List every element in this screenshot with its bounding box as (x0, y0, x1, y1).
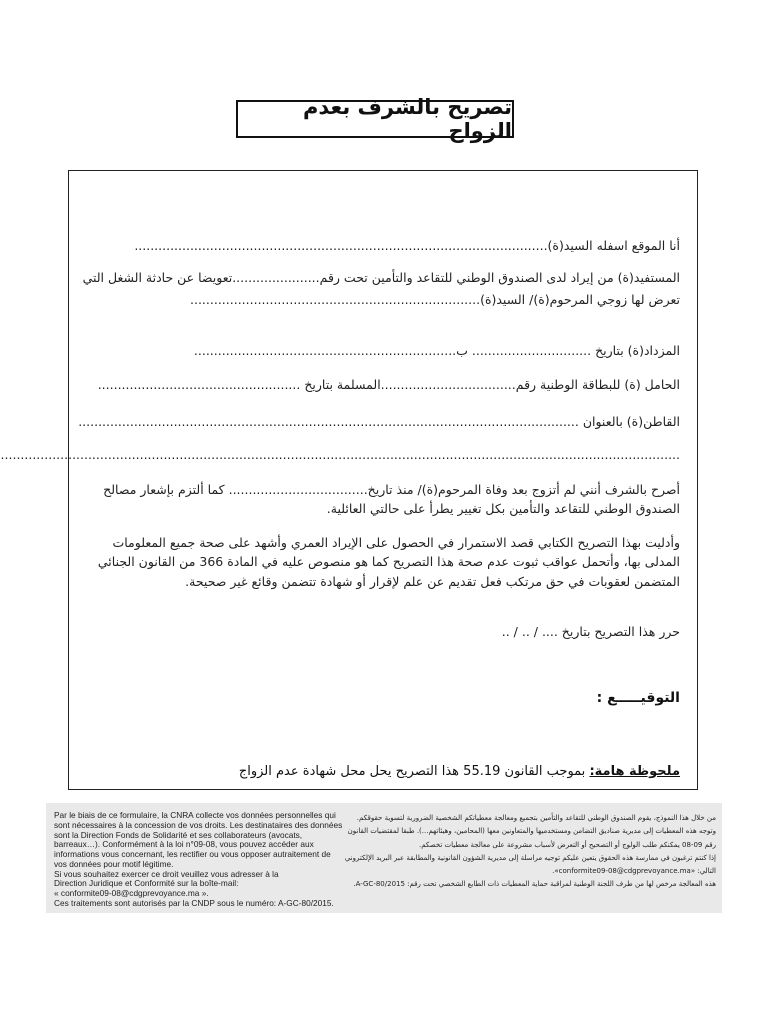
fr-line: informations vous concernant, les rectifier ou vous opposer autraitement de (54, 849, 331, 860)
ar-line: من خلال هذا النموذج، يقوم الصندوق الوطني للتقاعد والتأمين بتجميع ومعالجة معطياتكم الشخصية الضرورية لتسوية حقوقكم. (356, 814, 716, 822)
legal-paragraph: وأدليت بهذا التصريح الكتابي قصد الاستمرار في الحصول على الإيراد العمري وأشهد على صحة جميع المعلومات المدلى بها، وأتحمل عواقب ثبوت عدم صحة هذا التصريح كما هو منصوص عليه في المادة 366 من القانون الجنائي المتضمن لعقوبات في حق مرتكب فعل تقديم عن علم لإقرار أو شهادة تتضمن وقائع غير صحيحة. (97, 535, 680, 589)
ar-line: وتوجه هذه المعطيات إلى مديرية صناديق التضامن ومستخدميها والمتعاونين معها (المحامين، وهيئاتهم...). طبقا لمقتضيات القانون (347, 827, 716, 836)
signature-label: التوقيـــــع : (596, 690, 680, 706)
address-continuation-line: ........................................................................................................................................................................... (0, 447, 680, 462)
national-id-line: الحامل (ة) للبطاقة الوطنية رقم..................................المسلمة بتاريخ ................................................... (97, 377, 680, 392)
address-line: القاطن(ة) بالعنوان .............................................................................................................................. (78, 414, 680, 429)
note-label: ملحوظة هامة: (589, 764, 680, 779)
ar-line: إذا كنتم ترغبون في ممارسة هذه الحقوق يتعين عليكم توجيه مراسلة إلى مديرية الشؤون القانونية والمطابقة عبر البريد الإلكتروني (344, 853, 716, 862)
fr-line: Si vous souhaitez exercer ce droit veuillez vous adresser à la (54, 868, 279, 879)
note-text: بموجب القانون 55.19 هذا التصريح يحل محل شهادة عدم الزواج (238, 764, 590, 779)
ar-line: التالي: «conformite09-08@cdgprevoyance.ma». (552, 867, 716, 876)
fr-line: vos données pour motif légitime. (54, 858, 174, 869)
fr-line: Direction Juridique et Conformité sur la boîte-mail: (54, 878, 239, 889)
name-field-line: أنا الموقع اسفله السيد(ة)........................................................................................................ (134, 238, 680, 253)
deceased-spouse-line: تعرض لها زوجي المرحوم(ة)/ السيد(ة)......................................................................... (190, 292, 680, 307)
fr-line: sont nécessaires à la concession de vos droits. Les destinataires des données (54, 819, 343, 830)
date-line: حرر هذا التصريح بتاريخ .... / .. / .. (501, 624, 680, 639)
important-note (239, 764, 680, 779)
ar-line: هذه المعالجة مرخص لها من طرف اللجنة الوطنية لمراقبة حماية المعطيات ذات الطابع الشخصي تحت رقم: A-GC-80/2015. (353, 880, 716, 889)
privacy-notice-french (54, 811, 372, 909)
document-title: تصريح بالشرف بعدم الزواج (236, 100, 514, 138)
fr-line: barreaux…). Conformément à la loi n°09-08, vous pouvez accéder aux (54, 839, 314, 850)
ar-line: رقم 09-08 يمكنكم طلب الولوج أو التصحيح أو التعرض لأسباب مشروعة على معالجة معطيات تخصكم. (419, 840, 716, 849)
fr-line: « conformite09-08@cdgprevoyance.ma ». (54, 888, 209, 899)
beneficiary-line: المستفيد(ة) من إيراد لدى الصندوق الوطني للتقاعد والتأمين تحت رقم......................تعويضا عن حادثة الشغل التي (82, 270, 680, 285)
fr-line: sont la Direction Fonds de Solidarité et ses collaborateurs (avocats, (54, 829, 303, 840)
birth-date-line: المزداد(ة) بتاريخ .............................. ب.................................................................. (193, 343, 680, 358)
fr-line: Ces traitements sont autorisés par la CNDP sous le numéro: A-GC-80/2015. (54, 898, 334, 909)
fr-line: Par le biais de ce formulaire, la CNRA collecte vos données personnelles qui (54, 810, 336, 820)
declaration-paragraph: أصرح بالشرف أنني لم أتزوج بعد وفاة المرحوم(ة)/ منذ تاريخ................................... كما ألتزم بإشعار مصالح الصندوق الوطني للتقاعد والتأمين بكل تغيير يطرأ على حالتي العائلية. (103, 482, 680, 517)
privacy-notice-arabic (344, 812, 716, 892)
